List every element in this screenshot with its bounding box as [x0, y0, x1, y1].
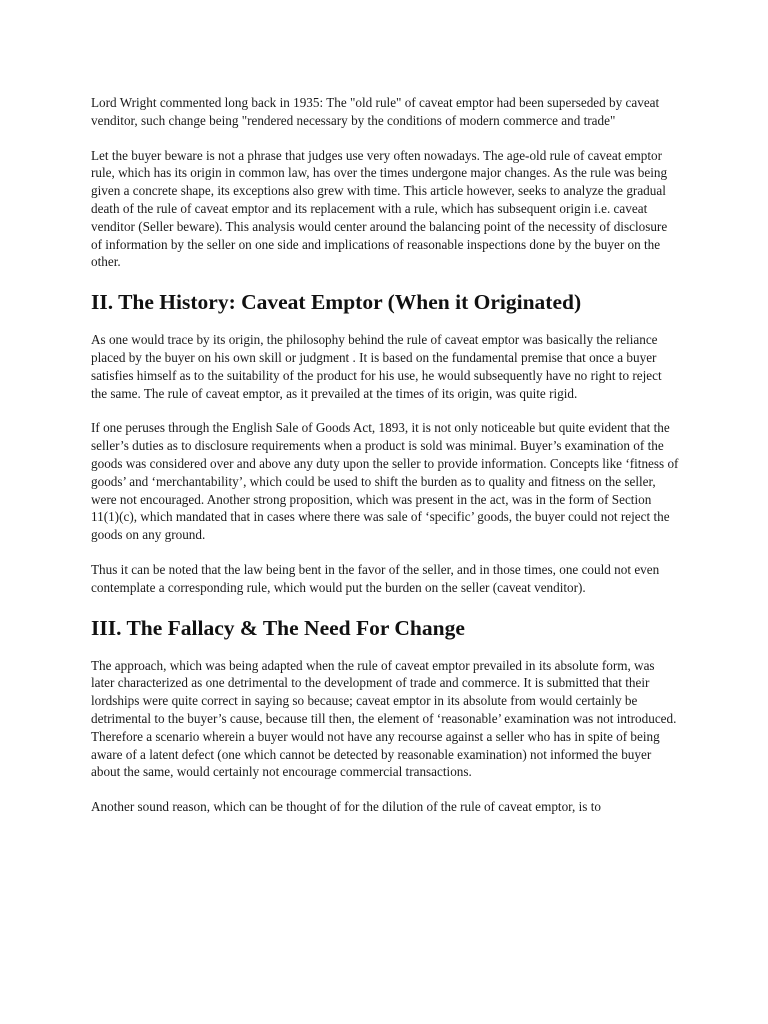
- introduction-paragraph: Let the buyer beware is not a phrase that judges use very often nowadays. The age-old rule of caveat emptor rule, which has its origin in common law, has over the times undergone major changes. As the rule was being given a concrete shape, its exceptions also grew with time. This article however, seeks to analyze the gradual death of the rule of caveat emptor and its replacement with a rule, which has subsequent origin i.e. caveat venditor (Seller beware). This analysis would center around the balancing point of the necessity of disclosure of information by the seller on one side and implications of reasonable inspections done by the buyer on the other.: [91, 147, 668, 270]
- section-heading-fallacy: III. The Fallacy & The Need For Change: [91, 615, 465, 640]
- document-page: [91, 94, 681, 816]
- section-heading-history: II. The History: Caveat Emptor (When it Originated): [91, 290, 582, 315]
- fallacy-paragraph-1: The approach, which was being adapted when the rule of caveat emptor prevailed in its absolute form, was later characterized as one detrimental to the development of trade and commerce. It is submitted that their lordships were quite correct in saying so because; caveat emptor in its absolute from would certainly be detrimental to the buyer’s cause, because till then, the element of ‘reasonable’ examination was not introduced. Therefore a scenario wherein a buyer would not have any recourse against a seller who has in spite of being aware of a latent defect (one which cannot be detected by reasonable examination) not informed the buyer about the same, would certainly not encourage commercial transactions.: [91, 657, 677, 780]
- history-paragraph-1: As one would trace by its origin, the philosophy behind the rule of caveat emptor was basically the reliance placed by the buyer on his own skill or judgment . It is based on the fundamental premise that once a buyer satisfies himself as to the suitability of the product for his use, he would subsequently have no right to reject the same. The rule of caveat emptor, as it prevailed at the times of its origin, was quite rigid.: [91, 332, 662, 401]
- fallacy-paragraph-2: Another sound reason, which can be thought of for the dilution of the rule of caveat emptor, is to: [91, 799, 601, 815]
- history-paragraph-3: Thus it can be noted that the law being bent in the favor of the seller, and in those times, one could not even contemplate a corresponding rule, which would put the burden on the seller (caveat venditor).: [91, 561, 660, 595]
- history-paragraph-2: If one peruses through the English Sale of Goods Act, 1893, it is not only noticeable but quite evident that the seller’s duties as to disclosure requirements when a product is sold was minimal. Buyer’s examination of the goods was considered over and above any duty upon the seller to provide information. Concepts like ‘fitness of goods’ and ‘merchantability’, which could be used to shift the burden as to quality and fitness on the seller, were not encouraged. Another strong proposition, which was present in the act, was in the form of Section 11(1)(c), which mandated that in cases where there was sale of ‘specific’ goods, the buyer could not reject the goods on any ground.: [91, 420, 679, 543]
- intro-quote-paragraph: Lord Wright commented long back in 1935: The "old rule" of caveat emptor had been superseded by caveat venditor, such change being "rendered necessary by the conditions of modern commerce and trade": [91, 95, 660, 128]
